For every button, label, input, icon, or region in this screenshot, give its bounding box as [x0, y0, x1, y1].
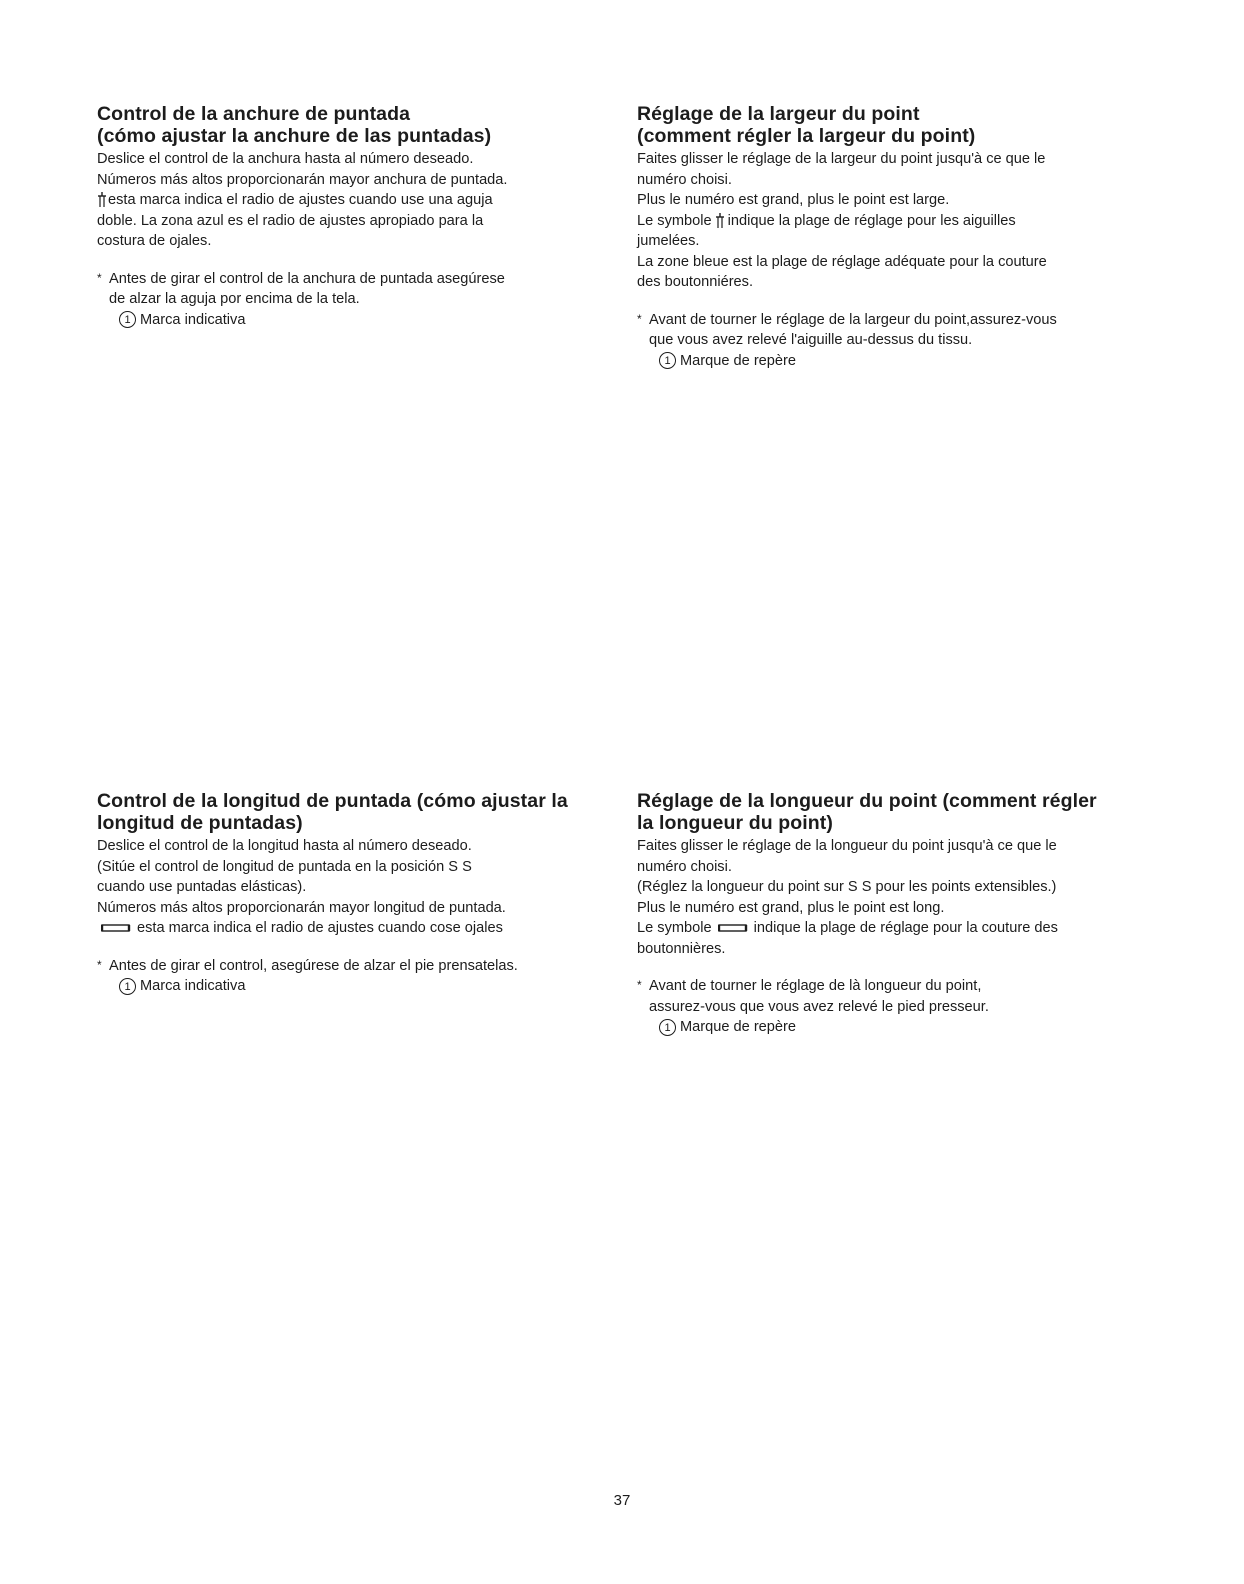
heading-length-fr: Réglage de la longueur du point (comment régler la longueur du point): [637, 790, 1097, 834]
note-width-es: * Antes de girar el control de la anchura de puntada asegúrese de alzar la aguja por encima de la tela. 1 Marca indicativa: [97, 269, 617, 331]
mark-legend-width-fr: 1 Marque de repère: [637, 351, 1157, 372]
section-length-fr: [637, 790, 1157, 1038]
heading-width-es: Control de la anchure de puntada (cómo ajustar la anchure de las puntadas): [97, 103, 492, 147]
body-length-es: Deslice el control de la longitud hasta al número deseado. (Sitúe el control de longitud de puntada en la posición S S cuando use puntadas elásticas). Números más altos proporcionarán mayor longitud de puntada. esta marca indica el radio de ajustes cuando cose ojales: [97, 838, 506, 936]
note-length-fr: * Avant de tourner le réglage de là longueur du point, assurez-vous que vous avez relevé le pied presseur. 1 Marque de repère: [637, 976, 1157, 1038]
buttonhole-icon: [718, 923, 748, 933]
circled-number: 1: [659, 352, 676, 369]
heading-length-es: Control de la longitud de puntada (cómo ajustar la longitud de puntadas): [97, 790, 568, 834]
buttonhole-icon: [101, 923, 131, 933]
body-width-fr: Faites glisser le réglage de la largeur du point jusqu'à ce que le numéro choisi. Plus le numéro est grand, plus le point est large. Le symbole indique la plage de réglage pour les aiguilles jumelées. La zone bleue est la plage de réglage adéquate pour la couture des boutonniéres.: [637, 151, 1047, 290]
circled-number: 1: [119, 311, 136, 328]
circled-number: 1: [659, 1019, 676, 1036]
body-length-fr: Faites glisser le réglage de la longueur du point jusqu'à ce que le numéro choisi. (Réglez la longueur du point sur S S pour les points extensibles.) Plus le numéro est grand, plus le point est long. Le symbole indique la plage de réglage pour la couture des boutonnières.: [637, 838, 1058, 957]
section-width-es: [97, 103, 617, 330]
mark-legend-width-es: 1 Marca indicativa: [97, 310, 617, 331]
page-number: 37: [613, 1492, 631, 1509]
section-length-es: [97, 790, 617, 997]
note-width-fr: * Avant de tourner le réglage de la largeur du point,assurez-vous que vous avez relevé l'aiguille au-dessus du tissu. 1 Marque de repère: [637, 310, 1157, 372]
section-width-fr: [637, 103, 1157, 371]
twin-needle-icon: [97, 192, 107, 208]
twin-needle-icon: [715, 213, 725, 229]
mark-legend-length-fr: 1 Marque de repère: [637, 1017, 1157, 1038]
body-width-es: Deslice el control de la anchura hasta al número deseado. Números más altos proporcionarán mayor anchura de puntada. esta marca indica el radio de ajustes cuando use una aguja doble. La zona azul es el radio de ajustes apropiado para la costura de ojales.: [97, 151, 508, 249]
mark-legend-length-es: 1 Marca indicativa: [97, 976, 617, 997]
heading-width-fr: Réglage de la largeur du point (comment régler la largeur du point): [637, 103, 976, 147]
circled-number: 1: [119, 978, 136, 995]
note-length-es: * Antes de girar el control, asegúrese de alzar el pie prensatelas. 1 Marca indicativa: [97, 956, 617, 997]
